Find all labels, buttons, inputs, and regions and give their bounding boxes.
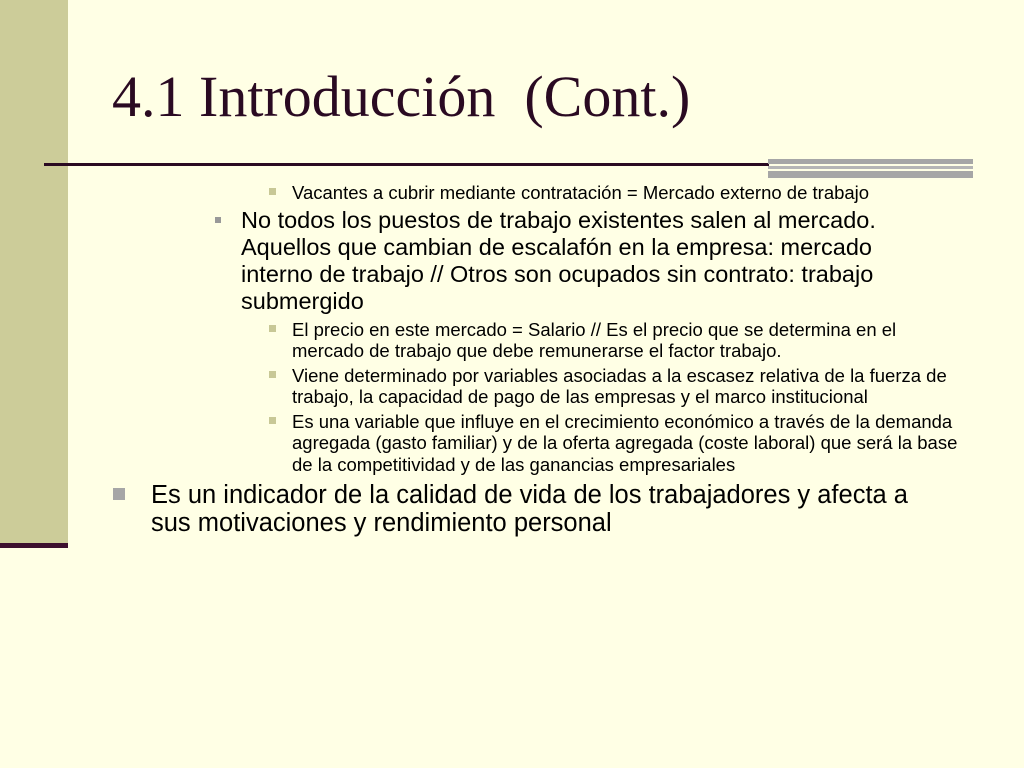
bullet-item-level3 — [292, 411, 964, 476]
accent-bar — [768, 166, 973, 169]
bullet-text: Vacantes a cubrir mediante contratación = Mercado externo de trabajo — [292, 182, 870, 203]
bullet-text: Es una variable que influye en el crecimiento económico a través de la demanda agregada (gasto familiar) y de la oferta agregada (coste laboral) que será la base de la competitividad y de las ganancias empresariales — [292, 410, 958, 475]
bullet-text: Es un indicador de la calidad de vida de los trabajadores y afecta a sus motivaciones y rendimiento personal — [151, 481, 908, 537]
bullet-text: Viene determinado por variables asociadas a la escasez relativa de la fuerza de trabajo, la capacidad de pago de las empresas y el marco institucional — [292, 364, 947, 407]
bullet-item-level3 — [292, 365, 964, 408]
bullet-item-level1 — [151, 481, 924, 537]
bullet-text: No todos los puestos de trabajo existentes salen al mercado. Aquellos que cambian de escalafón en la empresa: mercado interno de trabajo // Otros son ocupados sin contrato: trabajo submergido — [241, 206, 876, 314]
bullet-text: El precio en este mercado = Salario // Es el precio que se determina en el mercado de trabajo que debe remunerarse el factor trabajo. — [292, 318, 897, 361]
accent-bar — [768, 159, 973, 164]
accent-bars — [768, 159, 973, 179]
bullet-item-level3 — [292, 319, 964, 362]
title-underline-rule — [44, 163, 769, 166]
accent-bar — [768, 171, 973, 178]
slide-title: 4.1 Introducción (Cont.) — [112, 64, 691, 129]
slide-body — [0, 182, 1024, 537]
bullet-item-level3 — [292, 182, 964, 204]
left-decorative-line — [0, 543, 68, 548]
bullet-item-level2 — [241, 207, 914, 315]
